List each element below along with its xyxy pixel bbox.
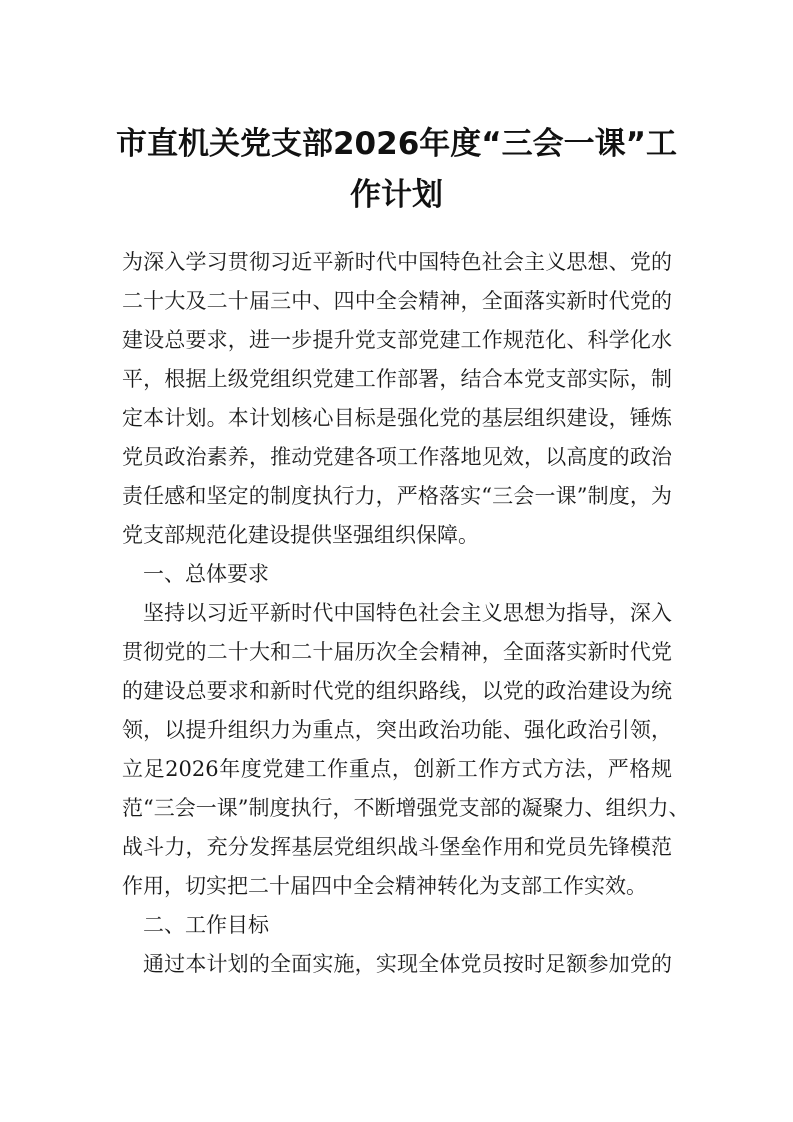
section-1-heading: 一、总体要求 bbox=[143, 562, 269, 586]
intro-line-8: 党支部规范化建设提供坚强组织保障。 bbox=[122, 523, 479, 547]
section-2-line-1: 通过本计划的全面实施，实现全体党员按时足额参加党的 bbox=[143, 952, 672, 976]
intro-line-3: 建设总要求，进一步提升党支部党建工作规范化、科学化水 bbox=[122, 328, 672, 352]
section-1-line-2: 贯彻党的二十大和二十届历次全会精神，全面落实新时代党 bbox=[122, 640, 672, 664]
intro-line-4: 平，根据上级党组织党建工作部署，结合本党支部实际，制 bbox=[122, 367, 672, 391]
intro-line-6: 党员政治素养，推动党建各项工作落地见效，以高度的政治 bbox=[122, 445, 672, 469]
section-1-line-5: 立足2026年度党建工作重点，创新工作方式方法，严格规 bbox=[122, 757, 672, 781]
intro-line-5: 定本计划。本计划核心目标是强化党的基层组织建设，锤炼 bbox=[122, 406, 672, 430]
section-1-line-1: 坚持以习近平新时代中国特色社会主义思想为指导，深入 bbox=[143, 601, 672, 625]
section-1-line-8: 作用，切实把二十届四中全会精神转化为支部工作实效。 bbox=[122, 874, 647, 898]
document-title-line-2: 作计划 bbox=[350, 177, 443, 213]
intro-line-2: 二十大及二十届三中、四中全会精神，全面落实新时代党的 bbox=[122, 289, 672, 313]
section-2-heading: 二、工作目标 bbox=[143, 913, 269, 937]
intro-line-1: 为深入学习贯彻习近平新时代中国特色社会主义思想、党的 bbox=[122, 250, 672, 274]
section-1-line-7: 战斗力，充分发挥基层党组织战斗堡垒作用和党员先锋模范 bbox=[122, 835, 672, 859]
intro-line-7: 责任感和坚定的制度执行力，严格落实“三会一课”制度，为 bbox=[122, 484, 672, 508]
section-1-line-3: 的建设总要求和新时代党的组织路线，以党的政治建设为统 bbox=[122, 679, 672, 703]
section-1-line-4: 领，以提升组织力为重点，突出政治功能、强化政治引领， bbox=[122, 718, 672, 742]
document-title-line-1: 市直机关党支部2026年度“三会一课”工 bbox=[115, 126, 678, 162]
section-1-line-6: 范“三会一课”制度执行，不断增强党支部的凝聚力、组织力、 bbox=[122, 796, 690, 820]
